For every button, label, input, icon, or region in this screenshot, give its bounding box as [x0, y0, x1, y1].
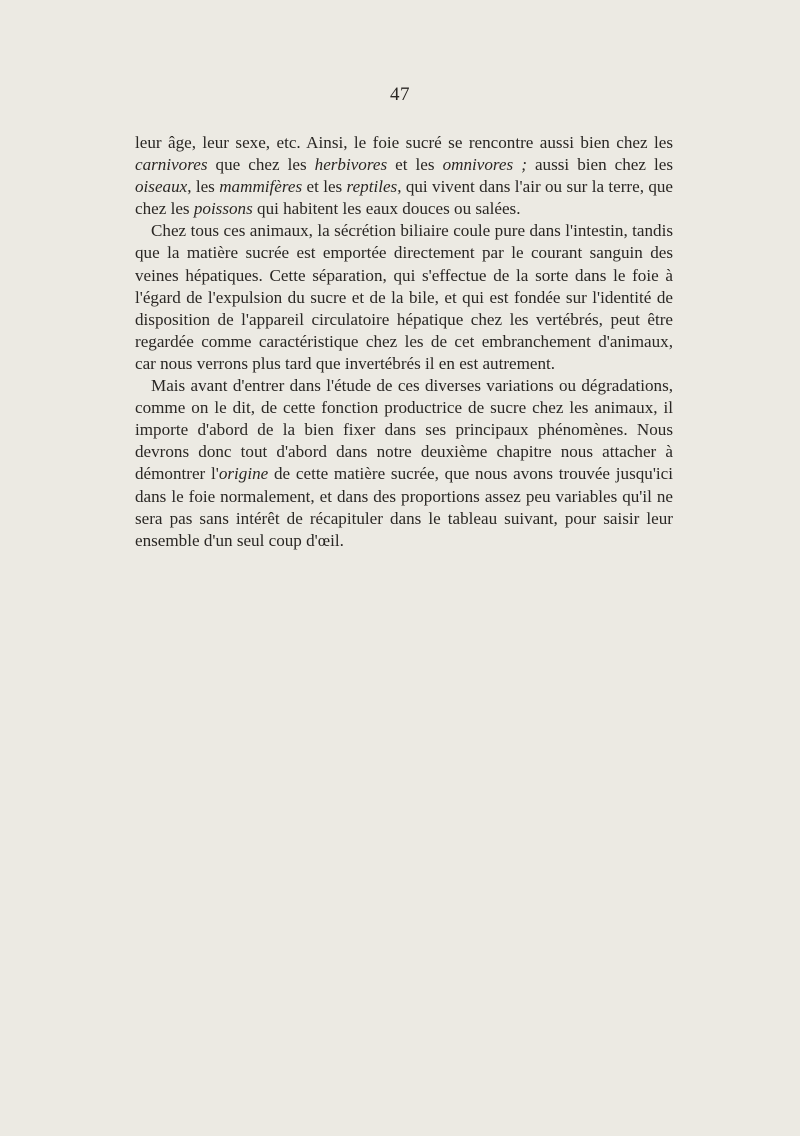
italic-term: reptiles: [346, 177, 398, 197]
italic-term: oiseaux: [135, 177, 188, 197]
page-number: 47: [390, 84, 410, 105]
italic-term: mammifères: [219, 177, 303, 197]
text-run: , qui vivent dans l'air ou sur la terre, que chez les: [135, 177, 674, 219]
text-run: que chez les: [207, 155, 315, 175]
text-run: de cette matière sucrée, que nous avons trouvée jusqu'ici dans le foie normalement, et dans des proportions assez peu variables qu'il ne sera pas sans intérêt de récapituler dans le tableau suivant, pour saisir leur ensemble d'un seul coup d'œil.: [135, 464, 673, 550]
italic-term: poissons: [193, 199, 253, 219]
paragraph-2: [135, 220, 673, 375]
text-run: Chez tous ces animaux, la sécrétion biliaire coule pure dans l'intestin, tandis que la matière sucrée est emportée directement par le courant sanguin des veines hépatiques. Cette séparation, qui s'effectue de la sorte dans le foie à l'égard de l'expulsion du sucre et de la bile, et qui est fondée sur l'identité de disposition de l'appareil circulatoire hépatique chez les vertébrés, peut être regardée comme caractéristique chez les de cet embranchement d'animaux, car nous verrons plus tard que invertébrés il en est autrement.: [135, 221, 673, 373]
text-run: Mais avant d'entrer dans l'étude de ces diverses variations ou dégradations, comme on le dit, de cette fonction productrice de sucre chez les animaux, il importe d'abord de la bien fixer dans ses principaux phénomènes. Nous devrons donc tout d'abord dans notre deuxième chapitre nous attacher à démontrer l': [135, 376, 673, 484]
italic-term: carnivores: [135, 155, 208, 175]
italic-term: herbivores: [314, 155, 388, 175]
text-run: qui habitent les eaux douces ou salées.: [252, 199, 521, 219]
paragraph-1: [135, 132, 673, 220]
italic-term: origine: [218, 464, 269, 484]
text-run: , les: [187, 177, 220, 197]
italic-term: omnivores ;: [442, 155, 527, 175]
text-run: et les: [302, 177, 347, 197]
text-run: et les: [387, 155, 443, 175]
paragraph-3: [135, 375, 673, 552]
text-run: aussi bien chez les: [526, 155, 674, 175]
body-text: [135, 132, 673, 552]
text-run: leur âge, leur sexe, etc. Ainsi, le foie sucré se rencontre aussi bien chez les: [135, 133, 673, 152]
